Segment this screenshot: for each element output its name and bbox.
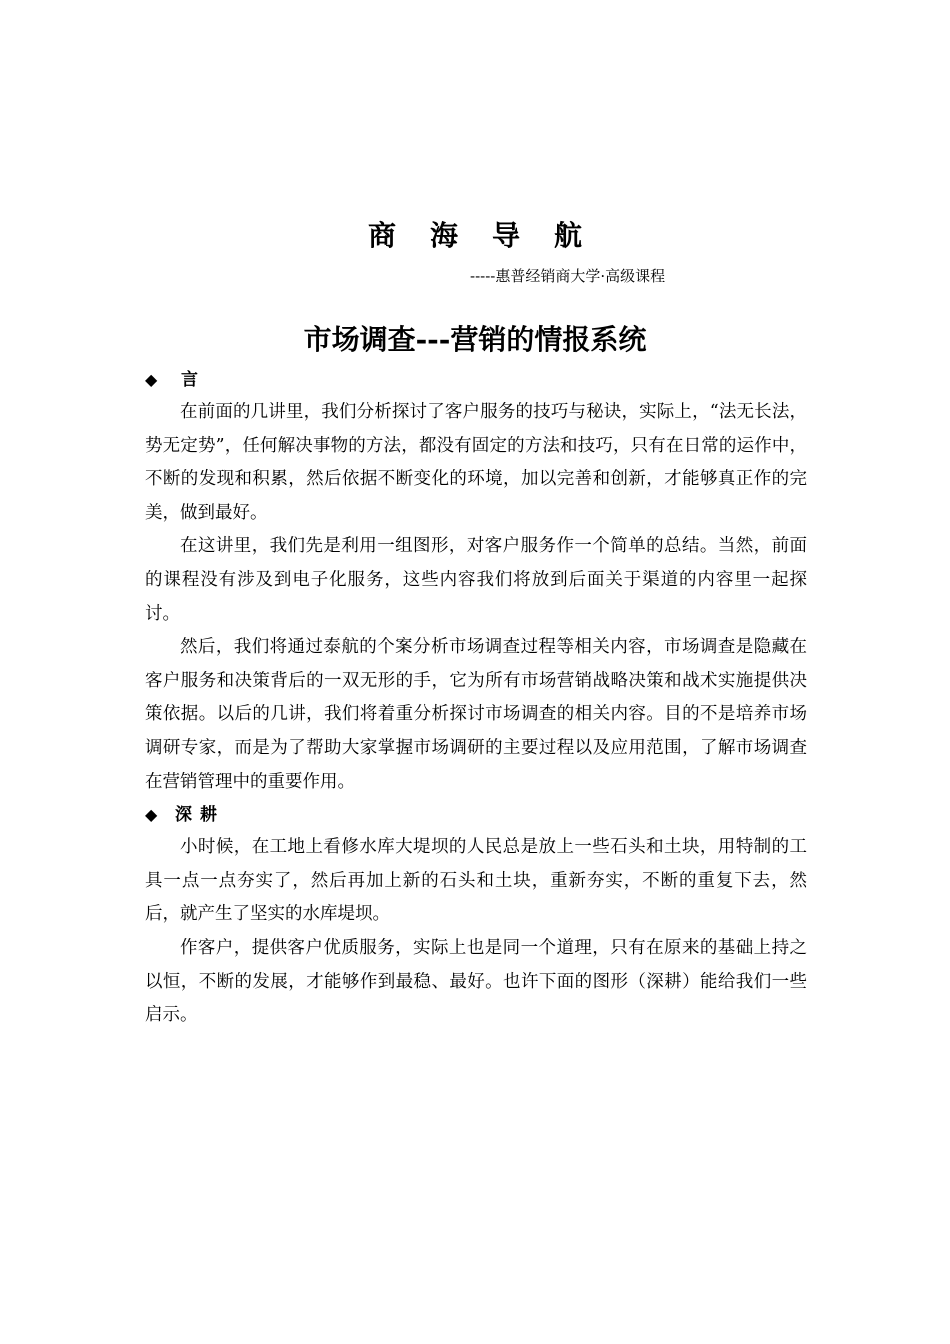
article-title: 市场调查---营销的情报系统 — [303, 323, 647, 356]
paragraph: 然后，我们将通过泰航的个案分析市场调查过程等相关内容，市场调查是隐藏在客户服务和决策背后的一双无形的手，它为所有市场营销战略决策和战术实施提供决策依据。以后的几讲，我们将着重分析探讨市场调查的相关内容。目的不是培养市场调研专家，而是为了帮助大家掌握市场调研的主要过程以及应用范围，了解市场调查在营销管理中的重要作用。 — [145, 637, 807, 792]
paragraph: 作客户，提供客户优质服务，实际上也是同一个道理，只有在原来的基础上持之以恒，不断的发展，才能够作到最稳、最好。也许下面的图形（深耕）能给我们一些启示。 — [145, 937, 807, 1026]
section-heading-deep-cultivation — [145, 799, 807, 831]
subtitle: -----惠普经销商大学·高级课程 — [470, 267, 666, 285]
paragraph: 在前面的几讲里，我们分析探讨了客户服务的技巧与秘诀，实际上，“法无长法，势无定势”，任何解决事物的方法，都没有固定的方法和技巧，只有在日常的运作中，不断的发现和积累，然后依据不断变化的环境，加以完善和创新，才能够真正作的完美，做到最好。 — [145, 402, 807, 523]
section-heading-intro — [145, 364, 807, 396]
section-heading-text: 深耕 — [175, 805, 225, 826]
diamond-bullet-icon: ◆ — [145, 370, 158, 389]
article-body — [145, 364, 807, 1033]
paragraph: 小时候，在工地上看修水库大堤坝的人民总是放上一些石头和土块，用特制的工具一点一点夯实了，然后再加上新的石头和土块，重新夯实，不断的重复下去，然后，就产生了坚实的水库堤坝。 — [145, 837, 807, 925]
section-heading-text: 言 — [181, 370, 206, 390]
diamond-bullet-icon: ◆ — [145, 805, 158, 825]
main-title: 商海导航 — [367, 219, 616, 252]
paragraph: 在这讲里，我们先是利用一组图形，对客户服务作一个简单的总结。当然，前面的课程没有涉及到电子化服务，这些内容我们将放到后面关于渠道的内容里一起探讨。 — [145, 536, 807, 624]
